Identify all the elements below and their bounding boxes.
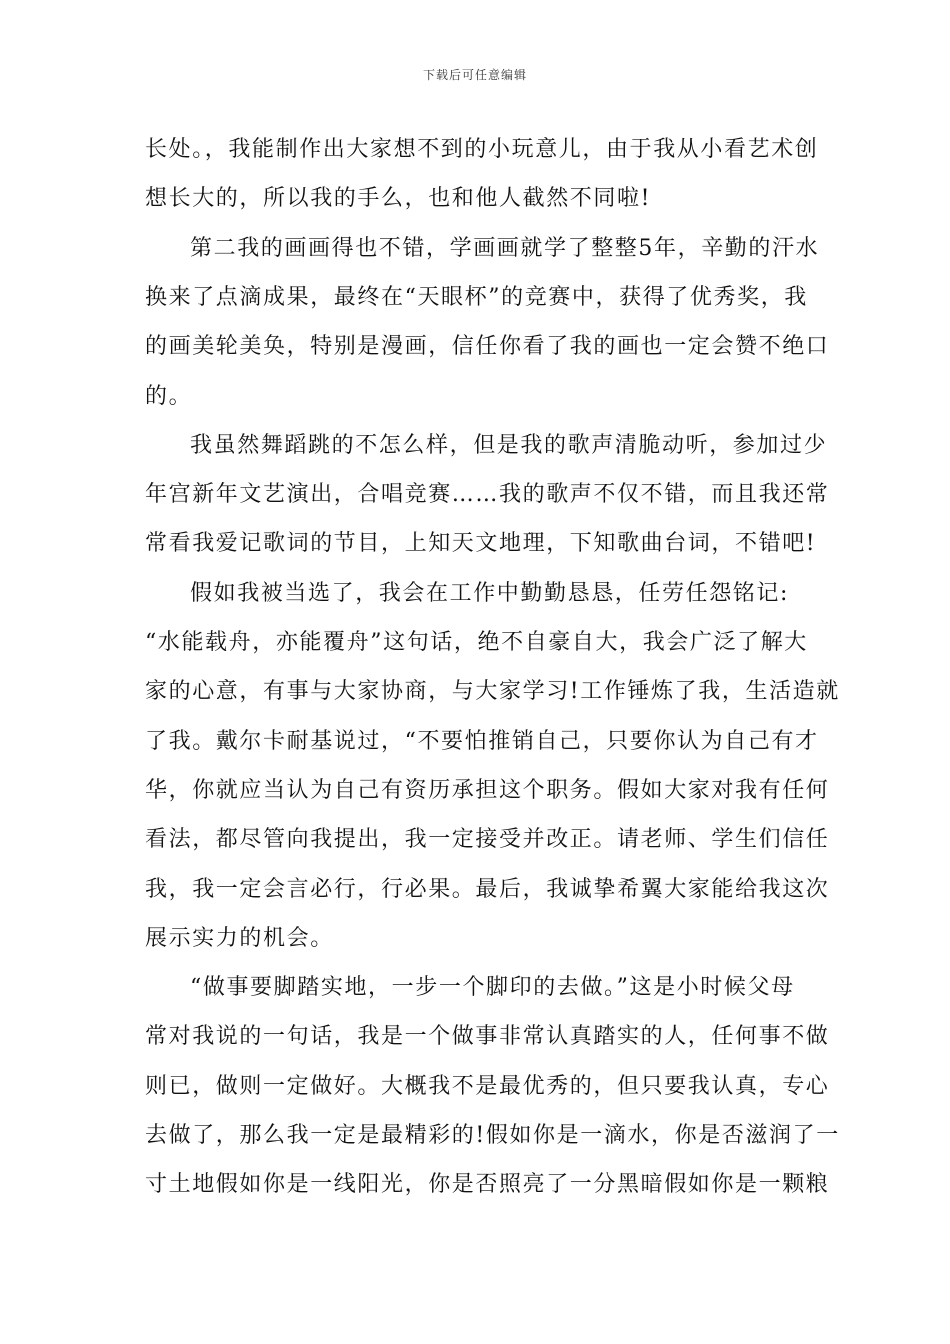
text-line: 看法，都尽管向我提出，我一定接受并改正。请老师、学生们信任: [145, 827, 830, 853]
page-header: 下载后可任意编辑: [422, 68, 527, 82]
text-line: 常看我爱记歌词的节目，上知天文地理，下知歌曲台词，不错吧!: [145, 531, 817, 557]
text-line: 的画美轮美奂，特别是漫画，信任你看了我的画也一定会赞不绝口: [145, 334, 830, 360]
text-line: 家的心意，有事与大家协商，与大家学习!工作锤炼了我，生活造就: [145, 679, 840, 705]
text-line: 了我。戴尔卡耐基说过，“不要怕推销自己，只要你认为自己有才: [145, 728, 819, 754]
text-line: “水能载舟，亦能覆舟”这句话，绝不自豪自大，我会广泛了解大: [145, 630, 808, 655]
text-line: 展示实力的机会。: [145, 925, 334, 951]
text-line: 我虽然舞蹈跳的不怎么样，但是我的歌声清脆动听，参加过少: [190, 432, 828, 458]
text-line: 寸土地假如你是一线阳光，你是否照亮了一分黑暗假如你是一颗粮: [145, 1172, 830, 1198]
text-line: 假如我被当选了，我会在工作中勤勤恳恳，任劳任怨铭记:: [190, 580, 790, 606]
text-line: 想长大的，所以我的手么，也和他人截然不同啦!: [145, 186, 652, 212]
text-line: 换来了点滴成果，最终在“天眼杯”的竞赛中，获得了优秀奖，我: [145, 284, 808, 310]
text-line: 的。: [145, 383, 193, 409]
text-line: 去做了，那么我一定是最精彩的!假如你是一滴水，你是否滋润了一: [145, 1123, 840, 1148]
text-line: “做事要脚踏实地，一步一个脚印的去做。”这是小时候父母: [190, 975, 795, 1001]
text-line: 年宫新年文艺演出，合唱竞赛……我的歌声不仅不错，而且我还常: [145, 482, 830, 508]
text-line: 长处。，我能制作出大家想不到的小玩意儿，由于我从小看艺术创: [145, 137, 819, 162]
text-line: 第二我的画画得也不错，学画画就学了整整5年，辛勤的汗水: [190, 235, 820, 261]
text-line: 常对我说的一句话，我是一个做事非常认真踏实的人，任何事不做: [145, 1024, 830, 1050]
text-line: 华，你就应当认为自己有资历承担这个职务。假如大家对我有任何: [145, 777, 830, 803]
text-line: 则已，做则一定做好。大概我不是最优秀的，但只要我认真，专心: [145, 1073, 830, 1099]
text-line: 我，我一定会言必行，行必果。最后，我诚挚希翼大家能给我这次: [145, 876, 830, 902]
